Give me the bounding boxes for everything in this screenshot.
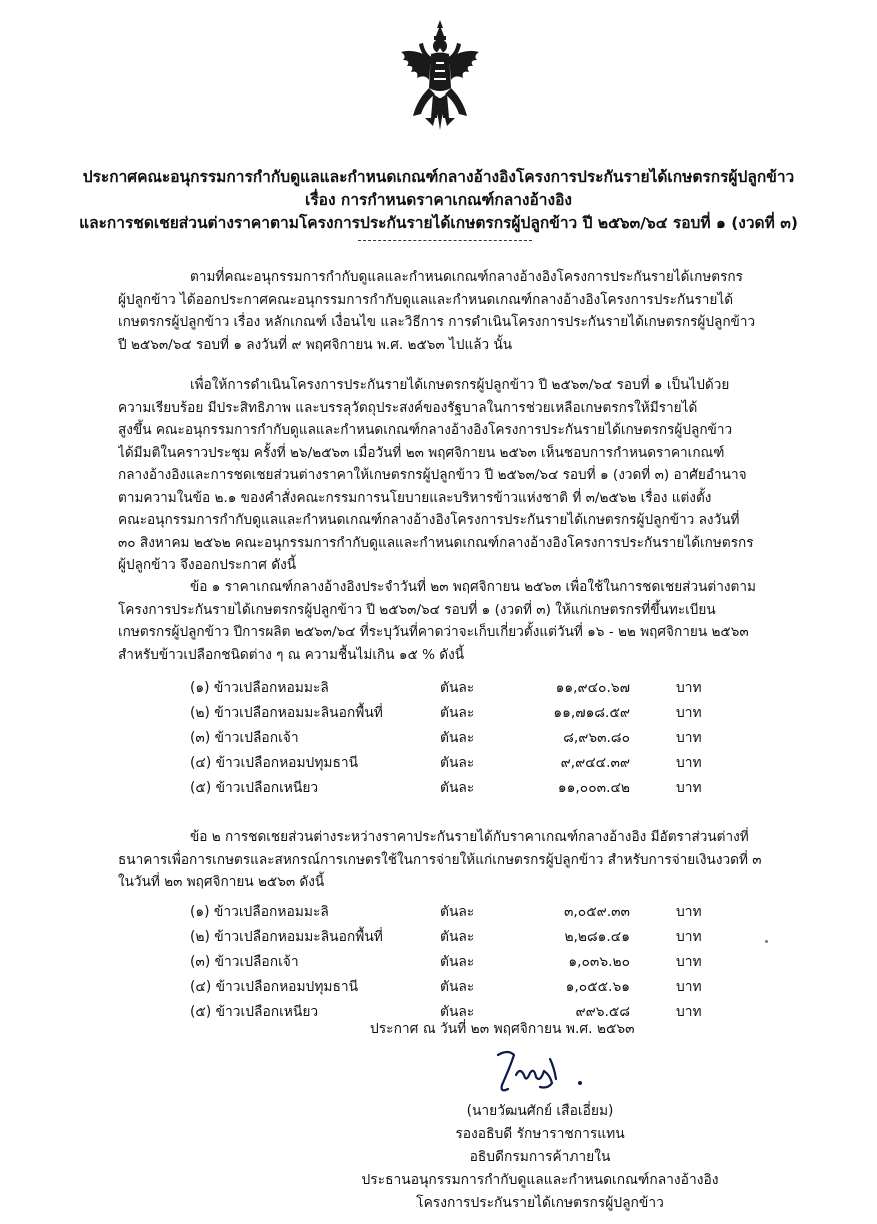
table-row [190, 925, 750, 950]
currency-label: บาท [676, 929, 702, 945]
unit-label: ตันละ [440, 904, 475, 920]
scan-speck [765, 940, 768, 943]
currency-label: บาท [676, 730, 702, 746]
table-row [190, 950, 750, 975]
rate-value: ๒,๒๘๑.๔๑ [564, 929, 630, 945]
paragraph-line: เกษตรกรผู้ปลูกข้าว ปีการผลิต ๒๕๖๓/๖๔ ที่ระบุวันที่คาดว่าจะเก็บเกี่ยวตั้งแต่วันที่ ๑๖ - ๒๒ พฤศจิกายน ๒๕๖๓ [118, 624, 749, 640]
table-row [190, 701, 750, 726]
paragraph-line: ความเรียบร้อย มีประสิทธิภาพ และบรรลุวัตถุประสงค์ของรัฐบาลในการช่วยเหลือเกษตรกรให้มีรายได้ [118, 399, 698, 416]
title-line-3: และการชดเชยส่วนต่างราคาตามโครงการประกันรายได้เกษตรกรผู้ปลูกข้าว ปี ๒๕๖๓/๖๔ รอบที่ ๑ (งวดที่ ๓) [79, 214, 798, 232]
title-line-2: เรื่อง การกำหนดราคาเกณฑ์กลางอ้างอิง [305, 191, 572, 209]
paragraph-line: โครงการประกันรายได้เกษตรกรผู้ปลูกข้าว ปี ๒๕๖๓/๖๔ รอบที่ ๑ (งวดที่ ๓) ให้แก่เกษตรกรที่ขึ้นทะเบียน [118, 601, 716, 618]
rice-type: (๒) ข้าวเปลือกหอมมะลินอกพื้นที่ [190, 929, 383, 945]
table-row [190, 751, 750, 776]
handwritten-signature-icon [480, 1045, 590, 1103]
paragraph-line: ข้อ ๑ ราคาเกณฑ์กลางอ้างอิงประจำวันที่ ๒๓ พฤศจิกายน ๒๕๖๓ เพื่อใช้ในการชดเชยส่วนต่างตาม [190, 579, 756, 595]
paragraph-line: เกษตรกรผู้ปลูกข้าว เรื่อง หลักเกณฑ์ เงื่อนไข และวิธีการ การดำเนินโครงการประกันรายได้เกษตรกรผู้ปลูกข้าว [118, 314, 756, 330]
currency-label: บาท [676, 904, 702, 920]
paragraph-line: ในวันที่ ๒๓ พฤศจิกายน ๒๕๖๓ ดังนี้ [118, 874, 325, 890]
paragraph-clause-2 [118, 826, 786, 894]
paragraph-line: ธนาคารเพื่อการเกษตรและสหกรณ์การเกษตรใช้ในการจ่ายให้แก่เกษตรกรผู้ปลูกข้าว สำหรับการจ่ายเงินงวดที่ ๓ [118, 851, 762, 868]
price-value: ๑๑,๗๑๘.๕๙ [553, 705, 630, 721]
paragraph-line: ตามที่คณะอนุกรรมการกำกับดูแลและกำหนดเกณฑ์กลางอ้างอิงโครงการประกันรายได้เกษตรกร [190, 269, 743, 285]
signatory-position-3: ประธานอนุกรรมการกำกับดูแลและกำหนดเกณฑ์กลางอ้างอิง [361, 1172, 719, 1188]
price-value: ๑๑,๙๔๐.๖๗ [555, 680, 630, 696]
table-row [190, 900, 750, 925]
unit-label: ตันละ [440, 979, 475, 995]
paragraph-line: คณะอนุกรรมการกำกับดูแลและกำหนดเกณฑ์กลางอ้างอิงโครงการประกันรายได้เกษตรกรผู้ปลูกข้าว ลงวันที่ [118, 512, 740, 528]
paragraph-line: ผู้ปลูกข้าว ได้ออกประกาศคณะอนุกรรมการกำกับดูแลและกำหนดเกณฑ์กลางอ้างอิงโครงการประกันรายได้ [118, 291, 734, 308]
currency-label: บาท [676, 680, 702, 696]
rate-value: ๑,๐๕๕.๖๑ [565, 979, 630, 995]
rice-type: (๕) ข้าวเปลือกเหนียว [190, 780, 319, 796]
unit-label: ตันละ [440, 929, 475, 945]
rice-type: (๓) ข้าวเปลือกเจ้า [190, 730, 299, 746]
currency-label: บาท [676, 705, 702, 721]
paragraph-line: ๓๐ สิงหาคม ๒๕๖๒ คณะอนุกรรมการกำกับดูแลและกำหนดเกณฑ์กลางอ้างอิงโครงการประกันรายได้เกษตรกร [118, 534, 754, 551]
unit-label: ตันละ [440, 1004, 475, 1020]
rice-type: (๕) ข้าวเปลือกเหนียว [190, 1004, 319, 1020]
unit-label: ตันละ [440, 755, 475, 771]
garuda-emblem-icon [395, 18, 485, 133]
unit-label: ตันละ [440, 705, 475, 721]
title-line-1: ประกาศคณะอนุกรรมการกำกับดูแลและกำหนดเกณฑ์กลางอ้างอิงโครงการประกันรายได้เกษตรกรผู้ปลูกข้าว [82, 168, 795, 186]
unit-label: ตันละ [440, 730, 475, 746]
paragraph-line: ข้อ ๒ การชดเชยส่วนต่างระหว่างราคาประกันรายได้กับราคาเกณฑ์กลางอ้างอิง มีอัตราส่วนต่างที่ [190, 829, 749, 845]
paragraph-line: ได้มีมติในคราวประชุม ครั้งที่ ๒๖/๒๕๖๓ เมื่อวันที่ ๒๓ พฤศจิกายน ๒๕๖๓ เห็นชอบการกำหนดราคาเกณฑ์ [118, 444, 725, 461]
paragraph-clause-1 [118, 576, 786, 666]
unit-label: ตันละ [440, 780, 475, 796]
title-separator [358, 240, 532, 241]
price-value: ๙,๙๔๔.๓๙ [560, 755, 630, 771]
signatory-position-4: โครงการประกันรายได้เกษตรกรผู้ปลูกข้าว [416, 1195, 664, 1211]
currency-label: บาท [676, 954, 702, 970]
rice-type: (๒) ข้าวเปลือกหอมมะลินอกพื้นที่ [190, 705, 383, 721]
rice-type: (๑) ข้าวเปลือกหอมมะลิ [190, 680, 329, 696]
rate-value: ๙๙๖.๕๘ [575, 1004, 630, 1020]
rice-type: (๔) ข้าวเปลือกหอมปทุมธานี [190, 755, 359, 771]
reference-price-table [190, 676, 750, 801]
unit-label: ตันละ [440, 954, 475, 970]
paragraph-line: เพื่อให้การดำเนินโครงการประกันรายได้เกษตรกรผู้ปลูกข้าว ปี ๒๕๖๓/๖๔ รอบที่ ๑ เป็นไปด้วย [190, 377, 730, 393]
rate-value: ๓,๐๕๙.๓๓ [563, 904, 630, 920]
price-value: ๘,๙๖๓.๘๐ [563, 730, 630, 746]
unit-label: ตันละ [440, 680, 475, 696]
paragraph-line: สูงขึ้น คณะอนุกรรมการกำกับดูแลและกำหนดเกณฑ์กลางอ้างอิงโครงการประกันรายได้เกษตรกรผู้ปลูกข้าว [118, 422, 733, 438]
rate-value: ๑,๐๓๖.๒๐ [568, 954, 630, 970]
paragraph-line: กลางอ้างอิงและการชดเชยส่วนต่างราคาให้เกษตรกรผู้ปลูกข้าว ปี ๒๕๖๓/๖๔ รอบที่ ๑ (งวดที่ ๓) อาศัยอำนาจ [118, 467, 747, 483]
paragraph-line: ปี ๒๕๖๓/๖๔ รอบที่ ๑ ลงวันที่ ๙ พฤศจิกายน พ.ศ. ๒๕๖๓ ไปแล้ว นั้น [118, 336, 513, 353]
paragraph-line: ตามความในข้อ ๒.๑ ของคำสั่งคณะกรรมการนโยบายและบริหารข้าวแห่งชาติ ที่ ๓/๒๕๖๒ เรื่อง แต่งตั้ง [118, 489, 712, 506]
signatory-name: (นายวัฒนศักย์ เสือเอี่ยม) [466, 1103, 614, 1119]
table-row [190, 676, 750, 701]
signatory-position-1: รองอธิบดี รักษาราชการแทน [455, 1126, 625, 1142]
currency-label: บาท [676, 979, 702, 995]
paragraph-line: ผู้ปลูกข้าว จึงออกประกาศ ดังนี้ [118, 557, 296, 573]
signatory-position-2: อธิบดีกรมการค้าภายใน [469, 1149, 611, 1165]
rice-type: (๓) ข้าวเปลือกเจ้า [190, 954, 299, 970]
compensation-rate-table [190, 900, 750, 1025]
announcement-date: ประกาศ ณ วันที่ ๒๓ พฤศจิกายน พ.ศ. ๒๕๖๓ [370, 1021, 635, 1037]
table-row [190, 776, 750, 801]
currency-label: บาท [676, 1004, 702, 1020]
rice-type: (๑) ข้าวเปลือกหอมมะลิ [190, 904, 329, 920]
table-row [190, 975, 750, 1000]
price-value: ๑๑,๐๐๓.๔๒ [557, 780, 630, 796]
paragraph-line: สำหรับข้าวเปลือกชนิดต่าง ๆ ณ ความชื้นไม่เกิน ๑๕ % ดังนี้ [118, 646, 465, 663]
paragraph-purpose [118, 374, 786, 577]
currency-label: บาท [676, 780, 702, 796]
paragraph-intro [118, 266, 786, 356]
rice-type: (๔) ข้าวเปลือกหอมปทุมธานี [190, 979, 359, 995]
table-row [190, 726, 750, 751]
currency-label: บาท [676, 755, 702, 771]
